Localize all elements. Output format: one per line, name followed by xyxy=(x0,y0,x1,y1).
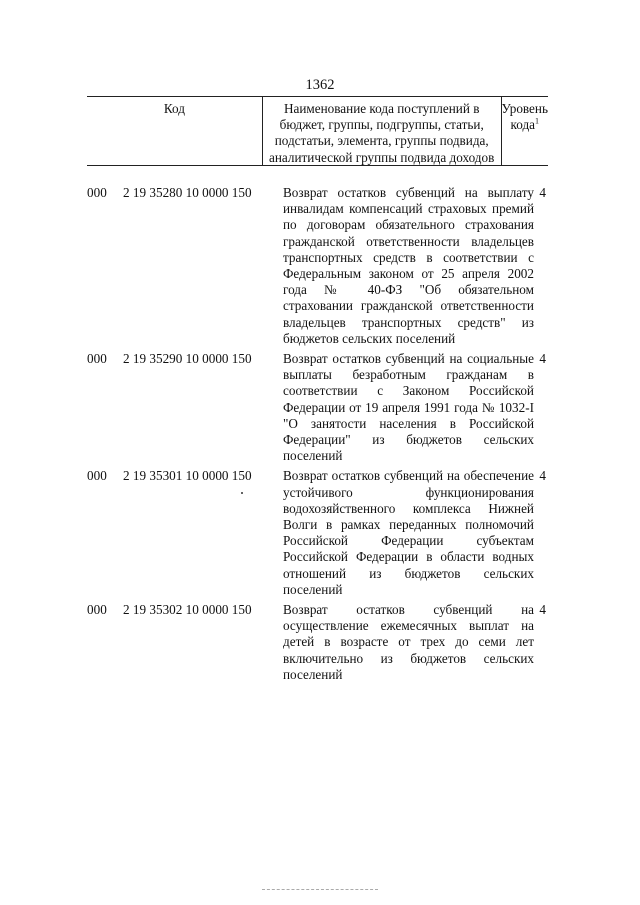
row-prefix: 000 xyxy=(87,602,107,618)
row-code: 2 19 35290 10 0000 150 xyxy=(123,351,252,367)
row-name: Возврат остатков субвенций на социальные выплаты безработным гражданам в соответствии с Законом Российской Федерации от 19 апреля 1991 года № 1032-I "О занятости населения в Российской Федерации" из бюджетов сельских поселений xyxy=(283,351,534,464)
row-name: Возврат остатков субвенций на осуществление ежемесячных выплат на детей в возрасте от трех до семи лет включительно из бюджетов сельских поселений xyxy=(283,602,534,682)
header-level-label: Уровень код xyxy=(501,101,548,133)
header-code: Код xyxy=(87,97,263,165)
row-code: 2 19 35302 10 0000 150 xyxy=(123,602,252,618)
page-number: 1362 xyxy=(305,77,335,93)
table-row xyxy=(87,602,548,683)
row-level: 4 xyxy=(539,468,546,484)
scan-footer-line xyxy=(262,889,378,891)
row-level: 4 xyxy=(539,185,546,200)
scan-speck xyxy=(241,492,243,494)
table-row xyxy=(87,351,548,464)
table-body xyxy=(87,185,548,683)
header-level-suffix: а xyxy=(529,117,536,133)
row-prefix: 000 xyxy=(87,468,107,484)
table-header xyxy=(87,96,548,166)
row-prefix: 000 xyxy=(87,185,107,200)
row-code: 2 19 35301 10 0000 150 xyxy=(123,468,252,484)
header-level xyxy=(502,97,548,165)
table-row xyxy=(87,468,548,598)
row-level: 4 xyxy=(539,351,546,367)
row-name: Возврат остатков субвенций на выплату инвалидам компенсаций страховых премий по договорам обязательного страхования гражданской ответственности владельцев транспортных средств в соответствии с Федеральным законом от 25 апреля 2002 года № 40-ФЗ "Об обязательном страховании гражданской ответственности владельцев транспортных средств" из бюджетов сельских поселений xyxy=(283,185,534,346)
row-level: 4 xyxy=(539,602,546,618)
table-row xyxy=(87,185,548,347)
row-code: 2 19 35280 10 0000 150 xyxy=(123,185,252,200)
header-level-footnote: 1 xyxy=(535,116,540,126)
row-name: Возврат остатков субвенций на обеспечение устойчивого функционирования водохозяйственного комплекса Нижней Волги в рамках переданных полномочий Российской Федерации субъектам Российской Федерации в области водных отношений из бюджетов сельских поселений xyxy=(283,468,534,597)
row-prefix: 000 xyxy=(87,351,107,367)
header-name: Наименование кода поступлений в бюджет, группы, подгруппы, статьи, подстатьи, элемента, группы подвида, аналитической группы подвида доходов xyxy=(263,97,502,165)
